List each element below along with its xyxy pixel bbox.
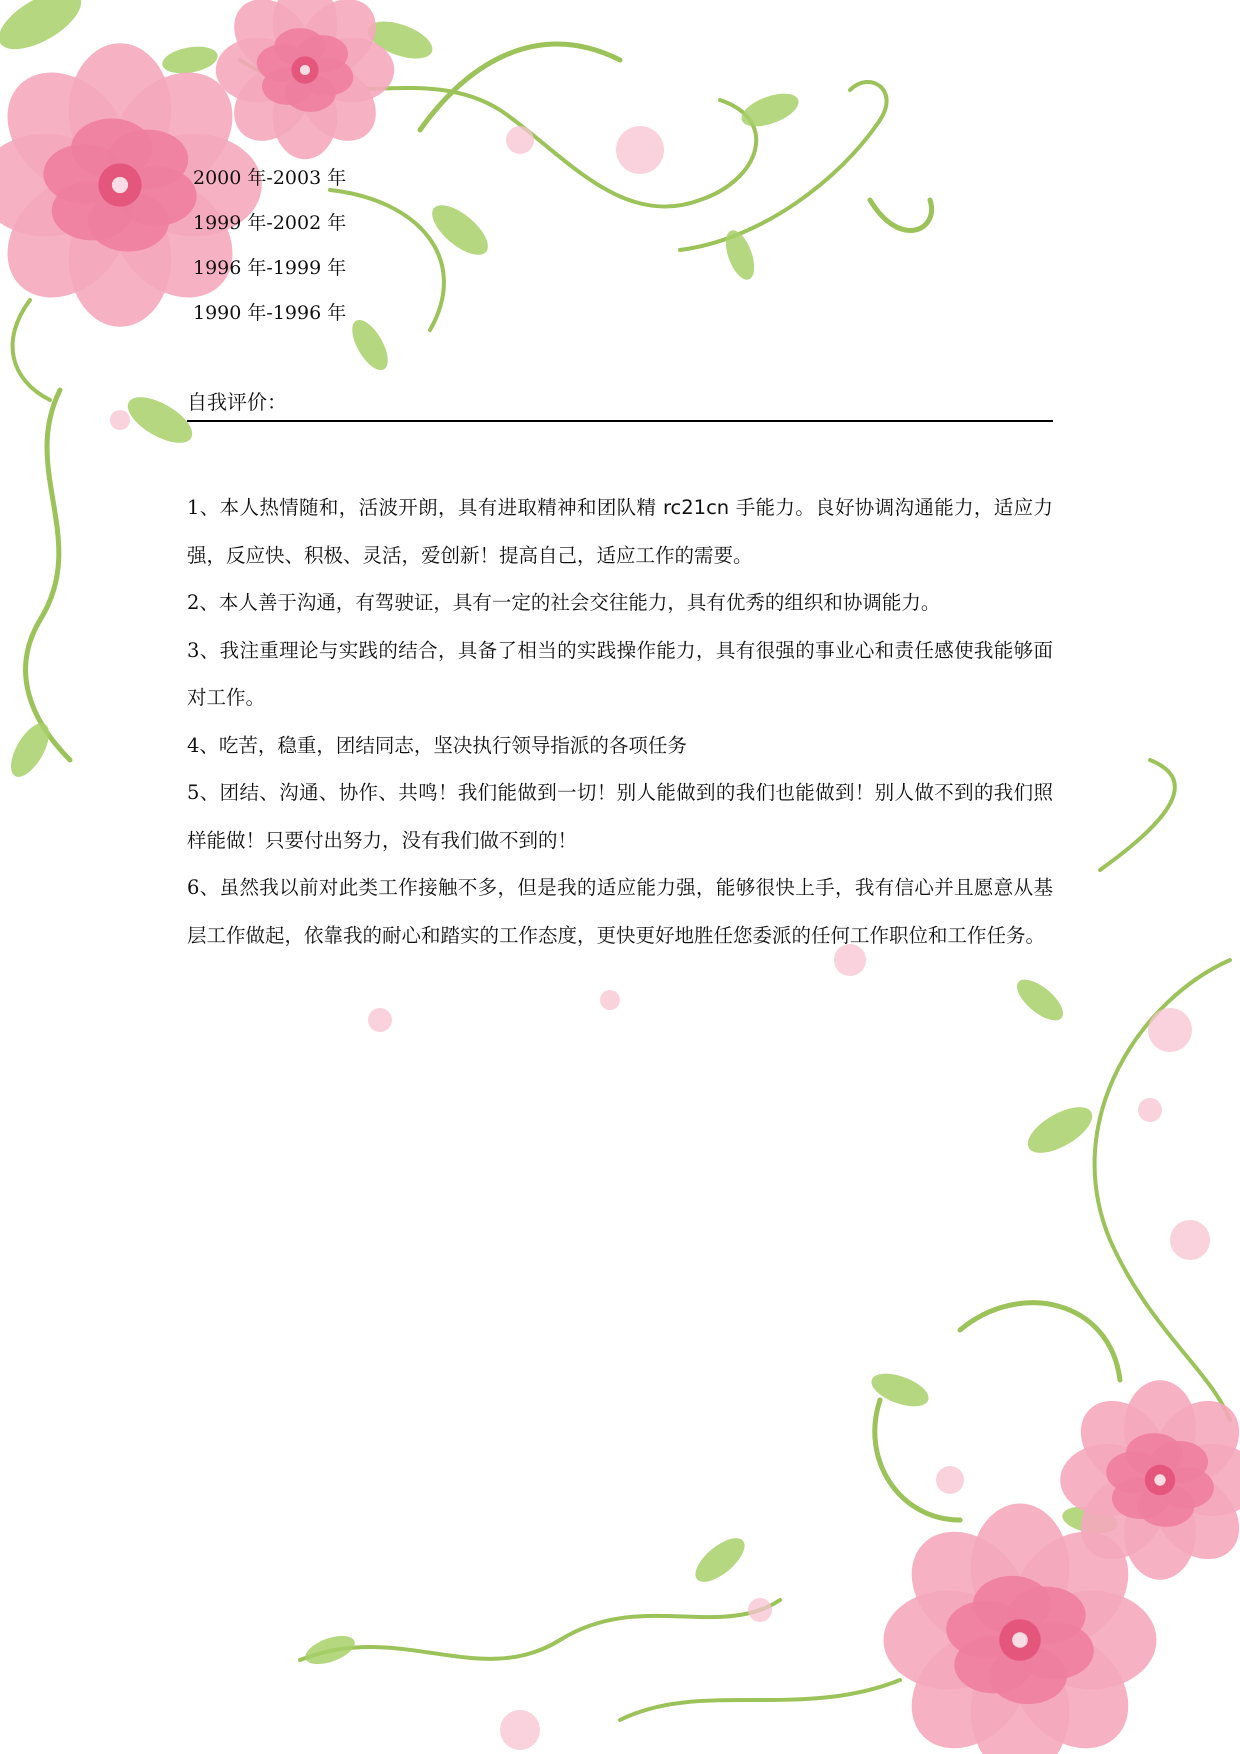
date-range: 2000 年-2003 年 [193,167,347,189]
evaluation-item [187,627,1053,722]
evaluation-item [187,579,1053,627]
item-number: 5、 [187,781,220,804]
section-divider [187,420,1053,422]
item-number: 2、 [187,591,219,614]
item-number: 4、 [187,733,219,757]
date-range: 1999 年-2002 年 [193,212,347,234]
item-text: 本人善于沟通，有驾驶证，具有一定的社会交往能力，具有优秀的组织和协调能力。 [218,591,941,614]
item-number: 3、 [187,638,220,662]
item-number: 6、 [187,876,220,899]
evaluation-item [187,769,1053,864]
item-number: 1、 [187,496,220,519]
evaluation-item [187,864,1053,959]
self-evaluation-list [187,484,1053,959]
item-text: 本人热情随和，活波开朗，具有进取精神和团队精 rc21cn 手能力。良好协调沟通能力，适应力强，反应快、积极、灵活，爱创新！提高自己，适应工作的需要。 [187,496,1053,567]
education-dates [193,164,346,344]
date-range: 1996 年-1999 年 [193,257,347,279]
item-text: 团结、沟通、协作、共鸣！我们能做到一切！别人能做到的我们也能做到！别人做不到的我们照样能做！只要付出努力，没有我们做不到的！ [187,781,1053,852]
item-text: 虽然我以前对此类工作接触不多，但是我的适应能力强，能够很快上手，我有信心并且愿意从基层工作做起，依靠我的耐心和踏实的工作态度，更快更好地胜任您委派的任何工作职位和工作任务。 [187,876,1053,947]
evaluation-item [187,484,1053,579]
self-evaluation-heading: 自我评价： [187,390,287,414]
evaluation-item [187,722,1053,770]
item-text: 我注重理论与实践的结合，具备了相当的实践操作能力，具有很强的事业心和责任感使我能够面对工作。 [187,638,1053,709]
date-range: 1990 年-1996 年 [193,302,347,324]
item-text: 吃苦，稳重，团结同志，坚决执行领导指派的各项任务 [218,733,687,757]
